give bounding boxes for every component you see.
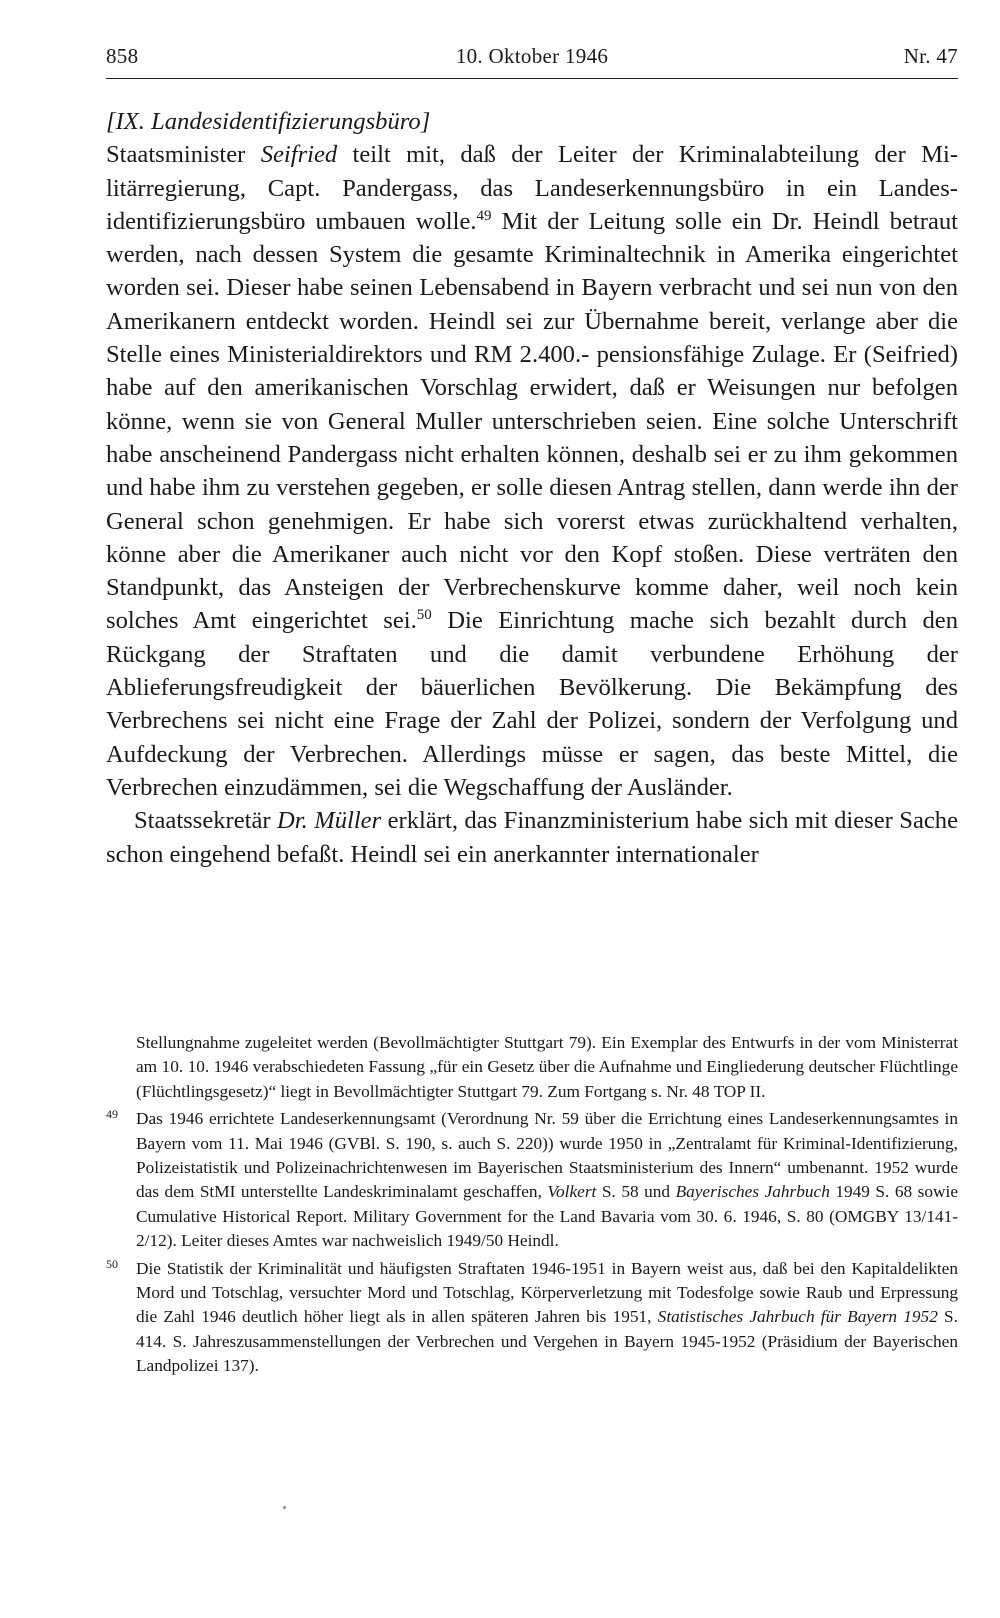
footnote-number: 50: [106, 1256, 118, 1271]
running-header: [106, 44, 958, 74]
main-text: [106, 105, 958, 871]
section-title: [IX. Landesidentifizierungsbüro]: [106, 108, 431, 135]
footnote-continuation: Stellungnahme zugeleitet werden (Bevollmächtigter Stuttgart 79). Ein Exemplar des Entwurfs in der vom Ministerrat am 10. 10. 1946 verabschiedeten Fassung „für ein Gesetz über die Aufnahme und Eingliederung deutscher Flüchtlinge (Flüchtlingsgesetz)“ liegt in Bevollmächtigter Stuttgart 79. Zum Fortgang s. Nr. 48 TOP II.: [136, 1033, 958, 1101]
header-rule: [106, 78, 958, 79]
footnote-49: 49 Das 1946 errichtete Landeserkennungsamt (Verordnung Nr. 59 über die Errichtung eines Landeserkennungsamtes in Bayern vom 11. Mai 1946 (GVBl. S. 190, s. auch S. 220)) wurde 1950 in „Zentralamt für Kriminal-Identifizierung, Polizeistatistik und Polizeinachrichtenwesen im Bayerischen Staatsministerium des Innern“ umbenannt. 1952 wurde das dem StMI unterstellte Landeskriminalamt geschaffen, Volkert S. 58 und Bayerisches Jahrbuch 1949 S. 68 sowie Cumulative Historical Report. Military Government for the Land Bavaria vom 30. 6. 1946, S. 80 (OMGBY 13/141-2/12). Leiter dieses Amtes war nachweislich 1949/50 Heindl.: [106, 1107, 958, 1253]
header-date: 10. Oktober 1946: [455, 44, 609, 68]
footnote-ref-49[interactable]: 49: [476, 207, 492, 224]
person-name: Dr. Müller: [277, 807, 382, 835]
footnote-number: 49: [106, 1107, 118, 1122]
paragraph-1: Staatsminister Seifried teilt mit, daß der Leiter der Kriminalabteilung der Militärregierung, Capt. Pandergass, das Landeserkennungsbüro in ein Landesidentifizierungsbüro umbauen wolle.$^{49}$ Mit der Leitung solle ein Dr. Heindl betraut werden, nach dessen System die gesamte Kriminaltechnik in Amerika eingerichtet worden sei. Dieser habe seinen Lebensabend in Bayern verbracht und sei nun von den Amerikanern entdeckt worden. Heindl sei zur Übernahme bereit, verlange aber die Stelle eines Ministerialdirektors und RM 2.400.- pensionsfähige Zulage. Er (Seifried) habe auf den amerikanischen Vorschlag erwidert, daß er Weisungen nur befolgen könne, wenn sie von General Muller unterschrieben seien. Eine solche Unterschrift habe anscheinend Pandergass nicht erhalten können, deshalb sei er zu ihm gekommen und habe ihm zu verstehen gegeben, er solle diesen Antrag stellen, dann werde ihn der General schon genehmigen. Er habe sich vorerst etwas zurückhaltend verhalten, könne aber die Amerikaner auch nicht vor den Kopf stoßen. Diese verträten den Standpunkt, das Ansteigen der Verbrechenskurve komme daher, weil noch kein solches Amt eingerichtet sei.$^{50}$ Die Einrichtung mache sich bezahlt durch den Rückgang der Straftaten und die damit verbundene Erhöhung der Ablieferungsfreudigkeit der bäuerlichen Bevölkerung. Die Bekämpfung des Verbrechens sei nicht eine Frage der Zahl der Polizei, sondern der Verfolgung und Aufdeckung der Verbrechen. Allerdings müsse er sagen, das beste Mittel, die Verbrechen einzudämmen, sei die Wegschaffung der Ausländer.: [106, 141, 959, 801]
paragraph-2: Staatssekretär Dr. Müller erklärt, das Finanzministerium habe sich mit dieser Sache schon eingehend befaßt. Heindl sei ein anerkannter internationaler: [106, 807, 958, 868]
footnote-ref-50[interactable]: 50: [416, 607, 432, 624]
page-number: 858: [106, 44, 139, 68]
footnote-50: 50 Die Statistik der Kriminalität und häufigsten Straftaten 1946-1951 in Bayern weist aus, daß bei den Kapitaldelikten Mord und Totschlag, versuchter Mord und Totschlag, Körperverletzung mit Todesfolge sowie Raub und Erpressung die Zahl 1946 deutlich höher liegt als in allen späteren Jahren bis 1951, Statistisches Jahrbuch für Bayern 1952 S. 414. S. Jahreszusammenstellungen der Verbrechen und Vergehen in Bayern 1945-1952 (Präsidium der Bayerischen Landpolizei 137).: [106, 1257, 958, 1379]
paper-speck: [283, 1506, 286, 1509]
issue-number: Nr. 47: [903, 44, 958, 68]
footnotes: [106, 1031, 958, 1379]
person-name: Seifried: [260, 141, 338, 169]
